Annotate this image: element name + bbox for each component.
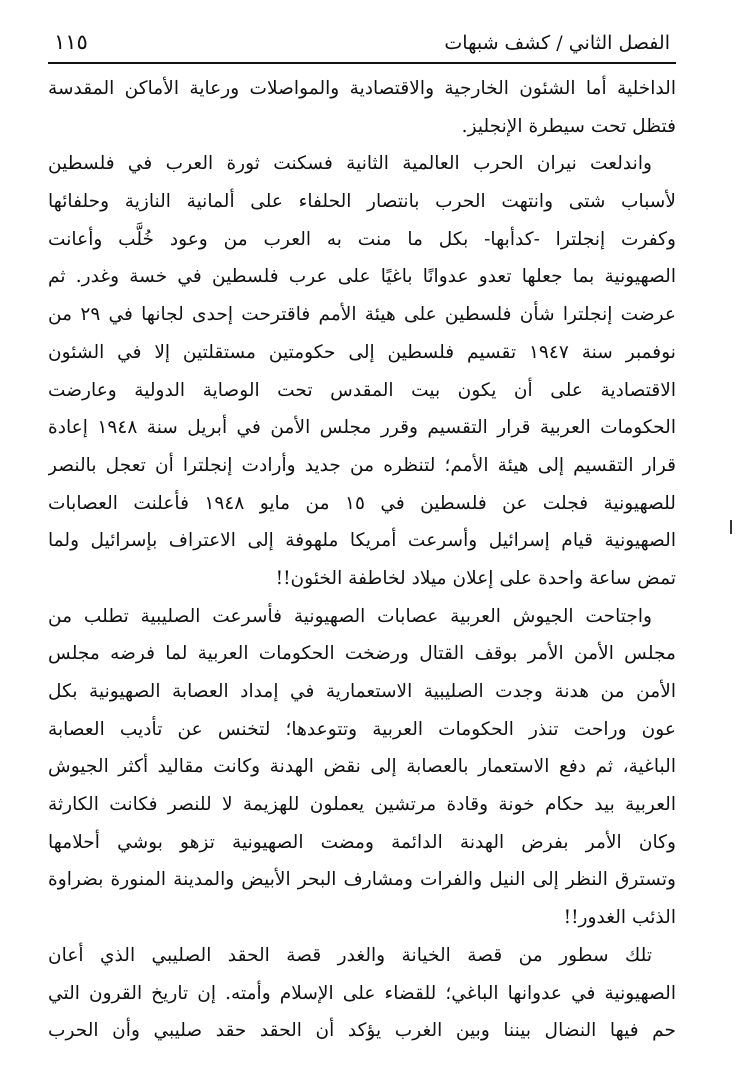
book-page bbox=[48, 22, 676, 1050]
text-line: الحكومات العربية قرار التقسيم وقرر مجلس الأمن في أبريل سنة ١٩٤٨ إعادة bbox=[48, 417, 676, 439]
text-line: للصهيونية فجلت عن فلسطين في ١٥ من مايو ١٩٤٨ فأعلنت العصابات bbox=[48, 492, 676, 514]
text-line: الاقتصادية على أن يكون بيت المقدس تحت الوصاية الدولية وعارضت bbox=[48, 379, 676, 401]
text-line: وكفرت إنجلترا -كدأبها- بكل ما منت به العرب من وعود خُلَّب وأعانت bbox=[48, 228, 676, 250]
text-line: العربية بيد حكام خونة وقادة مرتشين يعملون للهزيمة لا للنصر فكانت الكارثة bbox=[48, 794, 676, 816]
text-line: وكان الأمر بفرض الهدنة الدائمة ومضت الصهيونية تزهو بوشي أحلامها bbox=[48, 831, 676, 853]
text-line: قرار التقسيم إلى هيئة الأمم؛ لتنظره من جديد وأرادت إنجلترا أن تعجل بالنصر bbox=[48, 454, 676, 476]
paragraph-4 bbox=[48, 937, 676, 1050]
text-line: عون وراحت تنذر الحكومات العربية وتتوعدها؛ لتخنس عن تأديب العصابة bbox=[48, 718, 676, 740]
text-line: واجتاحت الجيوش العربية عصابات الصهيونية فأسرعت الصليبية تطلب من bbox=[48, 605, 652, 627]
body-text bbox=[48, 70, 676, 1050]
text-line: تمض ساعة واحدة على إعلان ميلاد لخاطفة الخئون!! bbox=[275, 567, 676, 589]
paragraph-2 bbox=[48, 145, 676, 597]
chapter-title: الفصل الثاني / كشف شبهات bbox=[444, 32, 670, 54]
text-line: نوفمبر سنة ١٩٤٧ تقسيم فلسطين إلى حكومتين مستقلتين إلا في الشئون bbox=[48, 341, 676, 363]
text-line: الداخلية أما الشئون الخارجية والاقتصادية والمواصلات ورعاية الأماكن المقدسة bbox=[48, 78, 676, 99]
text-line: عرضت إنجلترا شأن فلسطين على هيئة الأمم فاقترحت إحدى لجانها في ٢٩ من bbox=[48, 304, 676, 326]
text-line: الأمن من هدنة وجدت الصليبية الاستعمارية في إمداد العصابة الصهيونية بكل bbox=[48, 681, 676, 702]
text-line: الصهيونية في عدوانها الباغي؛ للقضاء على الإسلام وأمته. إن تاريخ القرون التي bbox=[48, 982, 676, 1004]
scan-margin-mark bbox=[730, 520, 732, 534]
text-line: الباغية، ثم دفع الاستعمار بالعصابة إلى نقض الهدنة وكانت مقاليد أكثر الجيوش bbox=[48, 756, 676, 778]
text-line: لأسباب شتى وانتهت الحرب بانتصار الحلفاء على ألمانية النازية وحلفائها bbox=[48, 191, 676, 213]
text-line: الصهيونية قيام إسرائيل وأسرعت أمريكا ملهوفة إلى الاعتراف بإسرائيل ولما bbox=[48, 530, 676, 552]
text-line: مجلس الأمن الأمر بوقف القتال ورضخت الحكومات العربية لما فرضه مجلس bbox=[48, 643, 676, 665]
text-line: الصهيونية بما جعلها تعدو عدوانًا باغيًا على عرب فلسطين في خسة وغدر. ثم bbox=[48, 266, 676, 288]
text-line: الذئب الغدور!! bbox=[563, 907, 676, 929]
text-line: وتسترق النظر إلى النيل والفرات ومشارف البحر الأبيض والمدينة المنورة بضراوة bbox=[48, 869, 676, 891]
paragraph-3 bbox=[48, 598, 676, 937]
text-line: فتظل تحت سيطرة الإنجليز. bbox=[461, 115, 676, 137]
page-number: ١١٥ bbox=[54, 30, 88, 54]
text-line: واندلعت نيران الحرب العالمية الثانية فسكنت ثورة العرب في فلسطين bbox=[48, 153, 652, 175]
paragraph-1 bbox=[48, 70, 676, 145]
text-line: تلك سطور من قصة الخيانة والغدر قصة الحقد الصليبي الذي أعان bbox=[48, 944, 652, 966]
text-line: حم فيها النضال بيننا وبين الغرب يؤكد أن الحقد حقد صليبي وأن الحرب bbox=[48, 1020, 676, 1042]
running-header bbox=[48, 22, 676, 64]
